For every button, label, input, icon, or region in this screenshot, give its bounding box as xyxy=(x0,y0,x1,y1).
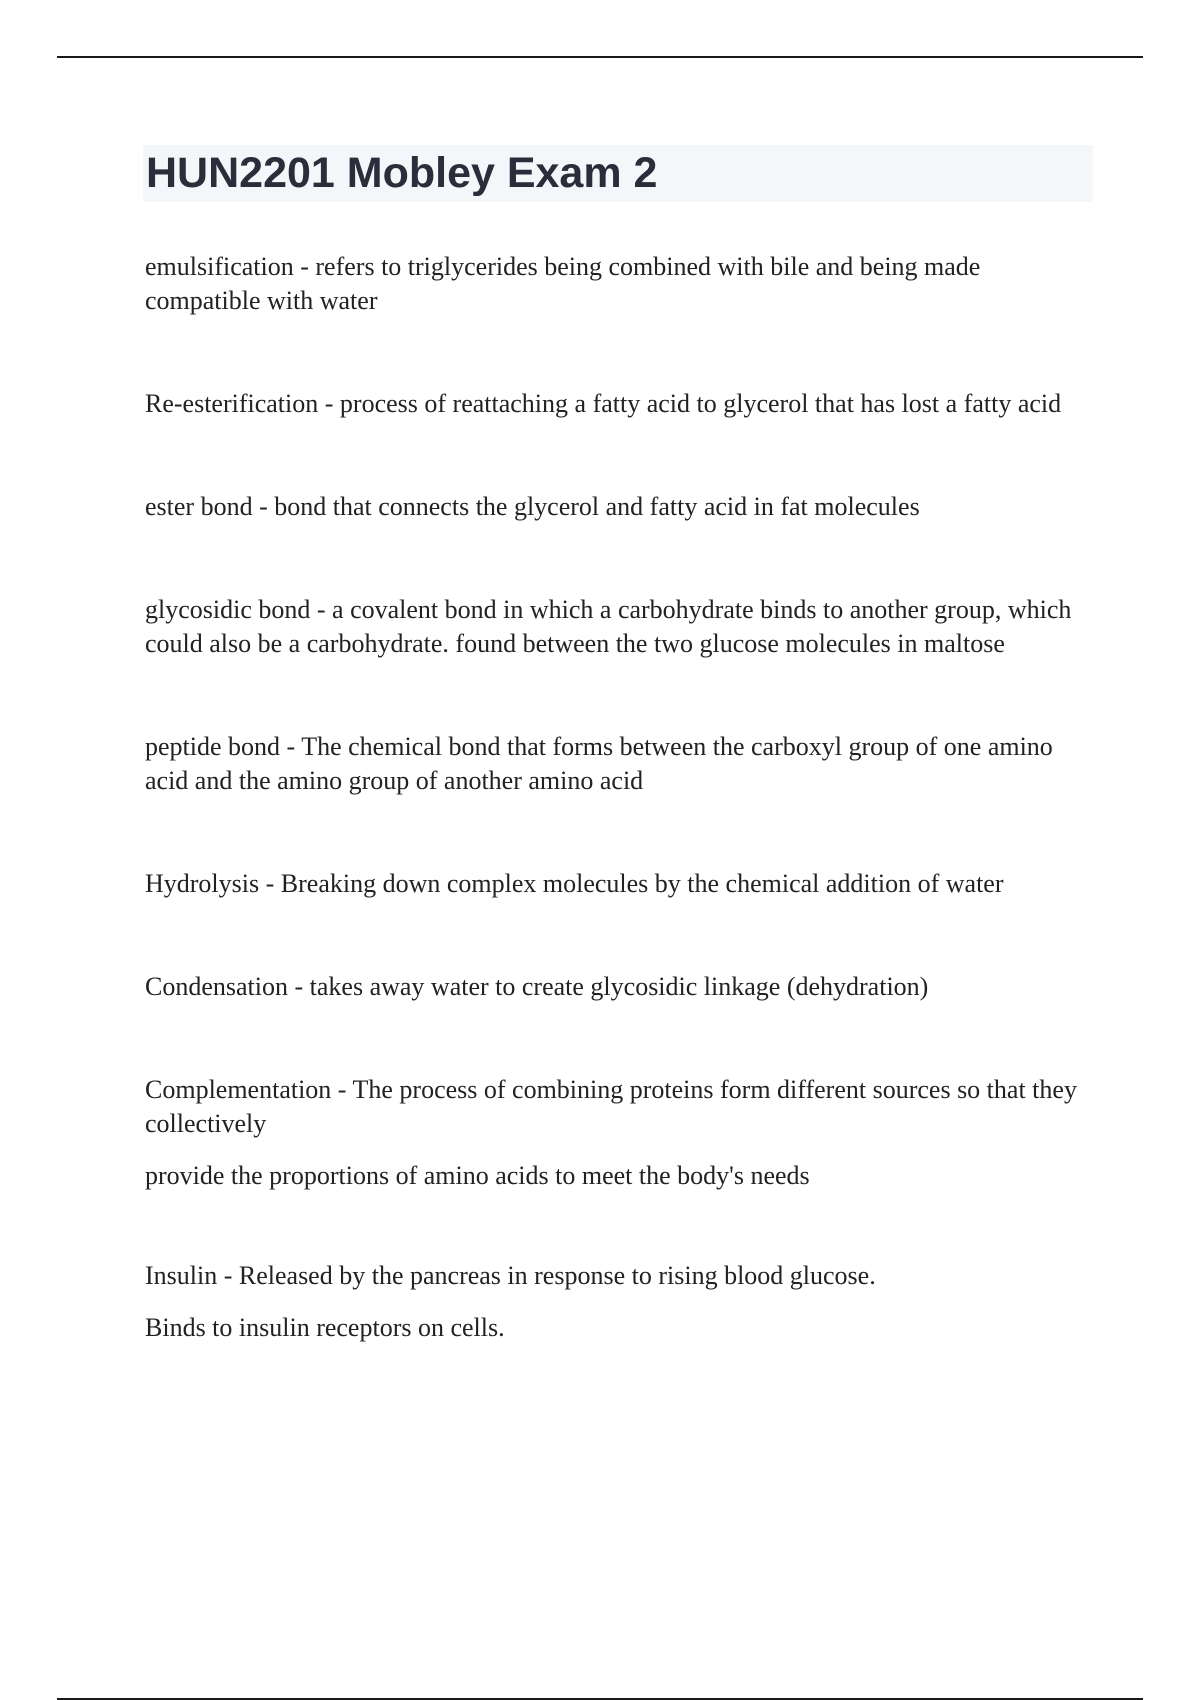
term-list xyxy=(145,250,1095,1345)
term-text: emulsification - refers to triglycerides being combined with bile and being made compatible with water xyxy=(145,252,981,315)
document-title: HUN2201 Mobley Exam 2 xyxy=(146,149,658,197)
term-text-continued: Binds to insulin receptors on cells. xyxy=(145,1313,505,1342)
term-text: Re-esterification - process of reattaching a fatty acid to glycerol that has lost a fatty acid xyxy=(145,389,1062,418)
term-entry-ester-bond xyxy=(145,490,1095,524)
term-entry-condensation xyxy=(145,970,1095,1004)
top-rule xyxy=(57,56,1143,58)
term-entry-re-esterification xyxy=(145,387,1095,421)
term-text-continued: provide the proportions of amino acids to meet the body's needs xyxy=(145,1161,810,1190)
term-text: Insulin - Released by the pancreas in response to rising blood glucose. xyxy=(145,1261,876,1290)
term-text: Complementation - The process of combining proteins form different sources so that they collectively xyxy=(145,1075,1077,1138)
term-entry-glycosidic-bond xyxy=(145,593,1095,661)
term-entry-complementation xyxy=(145,1073,1095,1193)
term-text: glycosidic bond - a covalent bond in which a carbohydrate binds to another group, which could also be a carbohydrate. found between the two glucose molecules in maltose xyxy=(145,595,1072,658)
term-text: Hydrolysis - Breaking down complex molecules by the chemical addition of water xyxy=(145,869,1004,898)
term-text: Condensation - takes away water to create glycosidic linkage (dehydration) xyxy=(145,972,929,1001)
term-text: peptide bond - The chemical bond that forms between the carboxyl group of one amino acid and the amino group of another amino acid xyxy=(145,732,1053,795)
term-entry-peptide-bond xyxy=(145,730,1095,798)
term-entry-emulsification xyxy=(145,250,1095,318)
term-entry-hydrolysis xyxy=(145,867,1095,901)
term-entry-insulin xyxy=(145,1259,1095,1345)
term-text: ester bond - bond that connects the glycerol and fatty acid in fat molecules xyxy=(145,492,920,521)
